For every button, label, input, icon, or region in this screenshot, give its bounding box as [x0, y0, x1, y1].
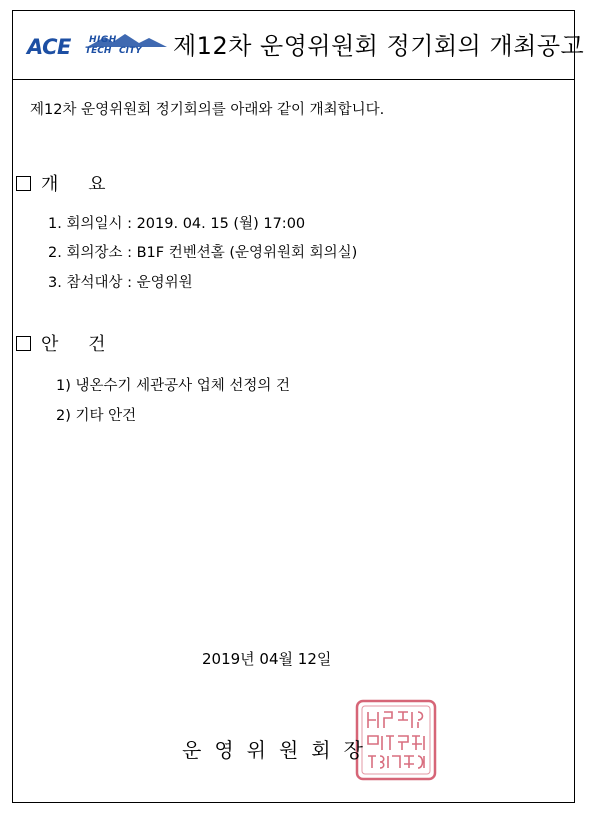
section-agenda-heading: 안 건	[16, 330, 118, 356]
document-title: 제12차 운영위원회 정기회의 개최공고	[173, 32, 585, 60]
logo-city-text: CITY	[119, 46, 142, 56]
overview-item: 1. 회의일시 : 2019. 04. 15 (월) 17:00	[48, 216, 306, 232]
section-overview-heading: 개 요	[16, 170, 118, 196]
ace-hightech-city-logo	[27, 33, 167, 63]
logo-high-text: HIGH	[89, 35, 117, 45]
signature-line: 운영위원회장	[182, 738, 376, 762]
overview-item: 3. 참석대상 : 운영위원	[48, 275, 193, 291]
overview-item: 2. 회의장소 : B1F 컨벤션홀 (운영위원회 회의실)	[48, 245, 358, 261]
agenda-item: 1) 냉온수기 세관공사 업체 선정의 건	[56, 378, 291, 394]
intro-text: 제12차 운영위원회 정기회의를 아래와 같이 개최합니다.	[30, 102, 385, 118]
agenda-item: 2) 기타 안건	[56, 408, 137, 424]
notice-date: 2019년 04월 12일	[202, 650, 332, 668]
document-header	[13, 11, 585, 80]
square-bullet-icon	[16, 336, 31, 351]
square-bullet-icon	[16, 176, 31, 191]
logo-ace-text: ACE	[27, 35, 71, 59]
logo-tech-text: TECH	[85, 46, 112, 56]
